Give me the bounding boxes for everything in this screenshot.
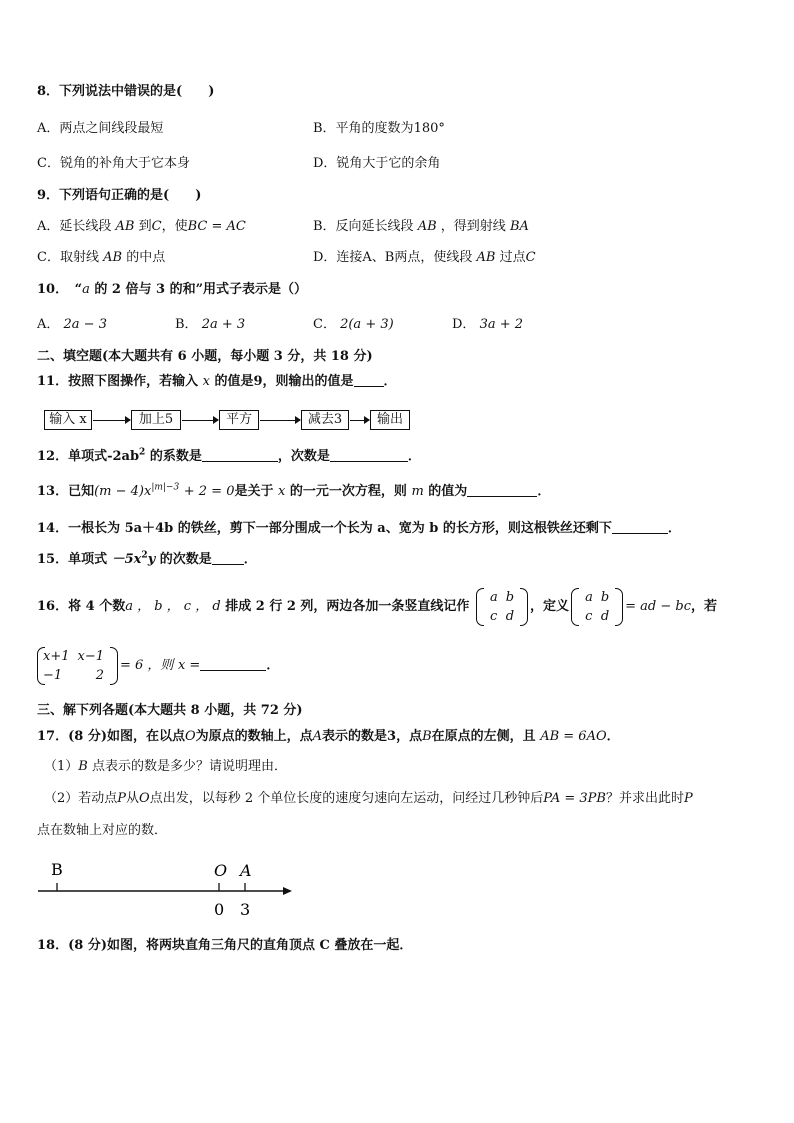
q9-option-a: A．延长线段 AB 到C，使BC = AC [37, 219, 246, 234]
q10-option-a: A． 2a − 3 [37, 317, 107, 332]
q10-option-b: B． 2a + 3 [175, 317, 246, 332]
flow-arrow [93, 420, 130, 421]
flow-step-add5: 加上5 [131, 410, 181, 430]
section-3-heading: 三、解下列各题(本大题共 8 小题，共 72 分) [37, 703, 303, 718]
q14-text: 14．一根长为 5a＋4b 的铁丝，剪下一部分围成一个长为 a、宽为 b 的长方形，则这根铁丝还剩下 ． [37, 521, 681, 536]
q17-part2-continued: 点在数轴上对应的数． [37, 823, 168, 838]
label-B: B [51, 860, 63, 879]
q9-option-b: B．反向延长线段 AB ，得到射线 BA [313, 219, 529, 234]
q9-option-c: C．取射线 AB 的中点 [37, 250, 166, 265]
number-line-arrowhead [283, 887, 292, 895]
q12-text: 12．单项式$-2ab^2$ 的系数是 ，次数是 ． [37, 447, 421, 464]
q18-title: 18．(8 分)如图，将两块直角三角尺的直角顶点 C 叠放在一起． [37, 938, 413, 953]
q16-matrix-definition: a b c d [569, 588, 625, 626]
q16-matrix-given: x+1 x−1 −1 2 [37, 647, 120, 685]
q11-text: 11．按照下图操作，若输入 x 的值是9，则输出的值是 ． [37, 374, 397, 389]
flow-step-minus3: 减去3 [301, 410, 349, 430]
q10-title: 10． “a 的 2 倍与 3 的和”用式子表示是（） [37, 282, 308, 297]
label-A: A [240, 861, 252, 880]
q10-option-d: D． 3a + 2 [452, 317, 524, 332]
q11-flowchart [44, 408, 404, 434]
flow-step-square: 平方 [219, 410, 259, 430]
q15-text: 15．单项式 $-5x^2y$ 的次数是 ． [37, 550, 257, 567]
q17-title: 17．(8 分)如图，在以点O为原点的数轴上，点A表示的数是3，点B在原点的左侧，且 AB = 6AO． [37, 729, 620, 744]
q8-option-c: C．锐角的补角大于它本身 [37, 156, 190, 171]
label-zero: 0 [214, 900, 225, 919]
flow-step-output: 输出 [370, 410, 410, 430]
q8-title: 8．下列说法中错误的是( ) [37, 84, 215, 99]
number-line-figure [30, 855, 300, 925]
q9-option-d: D．连接A、B两点，使线段 AB 过点C [313, 250, 536, 265]
q16-matrix-notation: a b c d [474, 588, 530, 626]
flow-arrow [350, 420, 369, 421]
q13-text: 13．已知$(m - 4)x^{|m|-3} + 2 = 0$是关于 x 的一元一次方程，则 m 的值为 ． [37, 482, 551, 499]
q8-option-a: A．两点之间线段最短 [37, 121, 164, 136]
flow-arrow [260, 420, 300, 421]
q9-title: 9．下列语句正确的是( ) [37, 188, 202, 203]
q16-equation: x+1 x−1 −1 2 = 6 ，则 x = ． [37, 646, 279, 686]
label-three: 3 [240, 900, 251, 919]
q17-part2: （2）若动点P从O点出发，以每秒 2 个单位长度的速度匀速向左运动，问经过几秒钟后PA = 3PB？并求出此时P [44, 791, 693, 806]
q8-option-b: B．平角的度数为180° [313, 121, 445, 136]
label-O: O [214, 861, 228, 880]
q16-text: 16．将 4 个数a ， b ， c ， d 排成 2 行 2 列，两边各加一条竖直线记作 a b c d ，定义 a b c d = ad − bc，若 [37, 589, 718, 624]
q10-option-c: C． 2(a + 3) [313, 317, 394, 332]
flow-arrow [182, 420, 218, 421]
section-2-heading: 二、填空题(本大题共有 6 小题，每小题 3 分，共 18 分) [37, 349, 373, 364]
flow-step-input: 输入 x [44, 410, 92, 430]
q17-part1: （1）B 点表示的数是多少？请说明理由． [44, 759, 287, 774]
q8-option-d: D．锐角大于它的余角 [313, 156, 441, 171]
